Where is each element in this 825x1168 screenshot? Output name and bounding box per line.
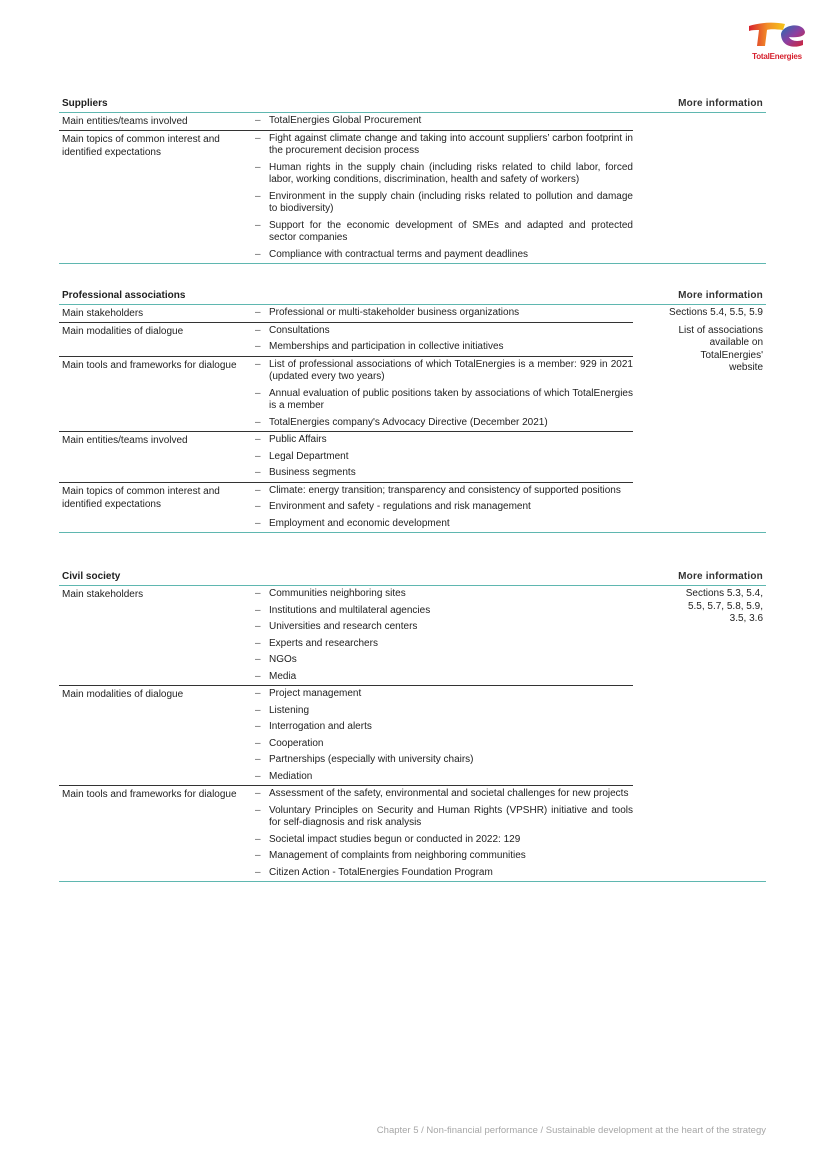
list-item: – Consultations xyxy=(254,325,633,338)
table-row xyxy=(59,113,633,131)
table-row xyxy=(59,483,633,533)
list-item: – Support for the economic development of SMEs and adapted and protected sector companies xyxy=(254,220,633,245)
section-professional-associations xyxy=(59,289,766,533)
section-title: Professional associations xyxy=(62,290,186,301)
section-header xyxy=(59,570,766,586)
list-item: – Environment and safety - regulations and risk management xyxy=(254,501,633,514)
row-label: Main entities/teams involved xyxy=(62,116,188,127)
table-row xyxy=(59,323,633,357)
list-item: – Media xyxy=(254,671,633,684)
list-item: – Professional or multi-stakeholder business organizations xyxy=(254,307,633,320)
list-item: – Project management xyxy=(254,688,633,701)
list-item: – Climate: energy transition; transparency and consistency of supported positions xyxy=(254,485,633,498)
list-item: – Human rights in the supply chain (including risks related to child labor, forced labor, working conditions, discrimination, health and safety of workers) xyxy=(254,162,633,187)
list-item: – Universities and research centers xyxy=(254,621,633,634)
list-item: – Communities neighboring sites xyxy=(254,588,633,601)
more-information-heading: More information xyxy=(678,98,763,109)
section-title: Suppliers xyxy=(62,98,108,109)
list-item: – Annual evaluation of public positions taken by associations of which TotalEnergies is a member xyxy=(254,388,633,413)
more-information-heading: More information xyxy=(678,290,763,301)
logo-mark-icon xyxy=(745,18,809,52)
list-item: – Legal Department xyxy=(254,451,633,464)
row-label: Main topics of common interest and identified expectations xyxy=(62,133,220,158)
section-suppliers xyxy=(59,97,766,264)
list-item: – Experts and researchers xyxy=(254,638,633,651)
row-label: Main modalities of dialogue xyxy=(62,325,184,337)
list-item: – Business segments xyxy=(254,467,633,480)
table-row xyxy=(59,305,633,323)
list-item: – Listening xyxy=(254,705,633,718)
list-item: – Management of complaints from neighboring communities xyxy=(254,850,633,863)
list-item: – Societal impact studies begun or conducted in 2022: 129 xyxy=(254,834,633,847)
page-footer: Chapter 5 / Non-financial performance / Sustainable development at the heart of the strategy xyxy=(376,1125,766,1136)
table-row xyxy=(59,432,633,483)
row-label: Main tools and frameworks for dialogue xyxy=(62,789,237,800)
more-information-associations-link: List of associations available on TotalEnergies' website xyxy=(678,324,763,373)
table-row xyxy=(59,357,633,433)
list-item: – Mediation xyxy=(254,771,633,784)
list-item: – Assessment of the safety, environmental and societal challenges for new projects xyxy=(254,788,633,801)
more-information-heading: More information xyxy=(678,571,763,582)
row-label: Main entities/teams involved xyxy=(62,435,188,446)
section-civil-society xyxy=(59,570,766,882)
list-item: – Citizen Action - TotalEnergies Foundation Program xyxy=(254,867,633,880)
list-item: – Cooperation xyxy=(254,738,633,751)
list-item: – Fight against climate change and taking into account suppliers’ carbon footprint in the procurement decision process xyxy=(254,133,633,158)
list-item: – Institutions and multilateral agencies xyxy=(254,605,633,618)
list-item: – Compliance with contractual terms and payment deadlines xyxy=(254,249,633,262)
row-label: Main stakeholders xyxy=(62,308,144,319)
table-row xyxy=(59,686,633,786)
list-item: – Environment in the supply chain (including risks related to pollution and damage to biodiversity) xyxy=(254,191,633,216)
section-title: Civil society xyxy=(62,571,121,582)
section-header xyxy=(59,97,766,113)
row-label: Main tools and frameworks for dialogue xyxy=(62,359,237,371)
section-divider xyxy=(59,263,766,264)
row-label: Main modalities of dialogue xyxy=(62,689,184,700)
list-item: – Interrogation and alerts xyxy=(254,721,633,734)
table-row xyxy=(59,131,633,264)
row-label: Main stakeholders xyxy=(62,589,144,600)
list-item: – TotalEnergies company's Advocacy Directive (December 2021) xyxy=(254,417,633,430)
table-row xyxy=(59,786,633,881)
more-information-text xyxy=(669,307,763,375)
more-information-text: Sections 5.3, 5.4, 5.5, 5.7, 5.8, 5.9, 3.5, 3.6 xyxy=(685,588,763,624)
section-divider xyxy=(59,532,766,533)
totalenergies-logo xyxy=(745,18,809,66)
brand-name: TotalEnergies xyxy=(752,52,802,61)
list-item: – Employment and economic development xyxy=(254,518,633,531)
row-label: Main topics of common interest and identified expectations xyxy=(62,485,220,510)
list-item: – TotalEnergies Global Procurement xyxy=(254,115,633,128)
more-information-sections: Sections 5.4, 5.5, 5.9 xyxy=(669,307,763,318)
table-row xyxy=(59,586,633,686)
list-item: – Voluntary Principles on Security and Human Rights (VPSHR) initiative and tools for self-diagnosis and risk analysis xyxy=(254,805,633,830)
section-header xyxy=(59,289,766,305)
list-item: – Memberships and participation in collective initiatives xyxy=(254,341,633,354)
list-item: – List of professional associations of which TotalEnergies is a member: 929 in 2021 (updated every two years) xyxy=(254,359,633,384)
section-divider xyxy=(59,881,766,882)
list-item: – NGOs xyxy=(254,654,633,667)
list-item: – Public Affairs xyxy=(254,434,633,447)
list-item: – Partnerships (especially with university chairs) xyxy=(254,754,633,767)
